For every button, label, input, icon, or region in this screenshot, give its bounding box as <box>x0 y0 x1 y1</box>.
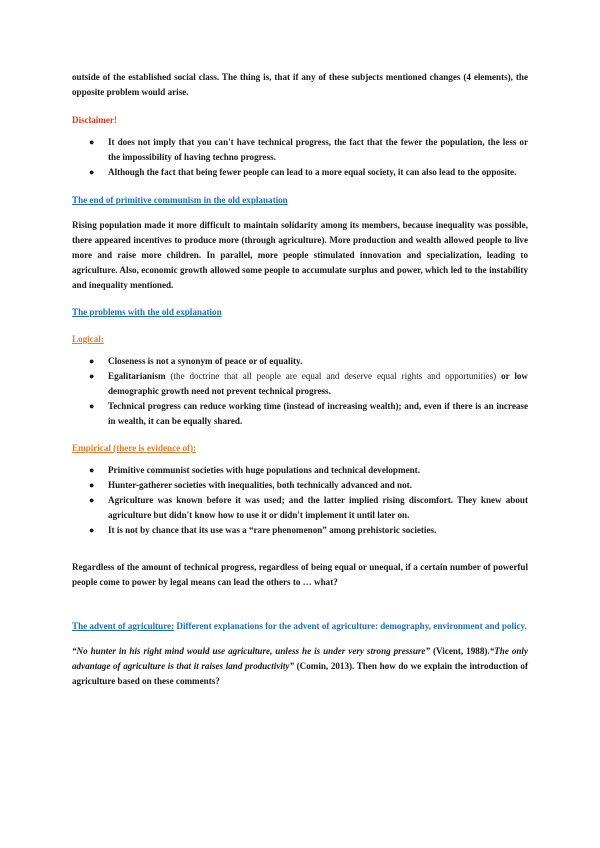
bullet-icon: ● <box>89 167 95 177</box>
bullet-icon: ● <box>89 356 95 366</box>
logical-list <box>72 354 528 429</box>
section-heading-problems: The problems with the old explanation <box>72 307 222 317</box>
document-page <box>72 70 528 689</box>
list-item-text: It is not by chance that its use was a “rare phenomenon” among prehistoric societies. <box>108 525 437 535</box>
list-item <box>72 493 528 523</box>
advent-heading <box>72 619 528 634</box>
list-item <box>72 354 528 369</box>
bullet-icon: ● <box>89 465 95 475</box>
list-item <box>72 463 528 478</box>
list-item-text: Closeness is not a synonym of peace or of equality. <box>108 356 303 366</box>
citation-1: (Vicent, 1988). <box>430 646 490 656</box>
list-item-text: It does not imply that you can't have technical progress, the fact that the fewer the population, the less or the impossibility of having techno progress. <box>108 137 528 162</box>
list-item <box>72 523 528 538</box>
advent-quote-paragraph <box>72 644 528 689</box>
end-section-body: Rising population made it more difficult to maintain solidarity among its members, because inequality was possible, there appeared incentives to produce more (through agriculture). More production and wealth allowed people to live more and raise more children. In parallel, more people stimulated innovation and specialization, leading to agriculture. Also, economic growth allowed some people to accumulate surplus and power, which led to the instability and inequality mentioned. <box>72 220 528 290</box>
list-item-text: Although the fact that being fewer people can lead to a more equal society, it can also lead to the opposite. <box>108 167 517 177</box>
intro-paragraph: outside of the established social class. The thing is, that if any of these subjects mentioned changes (4 elements), the opposite problem would arise. <box>72 72 528 97</box>
list-item-text: (the doctrine that all people are equal and deserve equal rights and opportunities) <box>165 371 502 381</box>
list-item <box>72 399 528 429</box>
quote-1: “No hunter in his right mind would use agriculture, unless he is under very strong pressure” <box>72 646 431 656</box>
list-item-text: Technical progress can reduce working time (instead of increasing wealth); and, even if there is an increase in wealth, it can be equally shared. <box>108 401 528 426</box>
disclaimer-heading: Disclaimer! <box>72 115 117 125</box>
citation-2: (Comin, 2013). Then how do we explain the introduction of agriculture based on these comments? <box>72 661 528 686</box>
list-item-text: Hunter-gatherer societies with inequalities, both technically advanced and not. <box>108 480 412 490</box>
bullet-icon: ● <box>89 480 95 490</box>
quote-2: “The only advantage of agriculture is that it raises land productivity” <box>72 646 528 671</box>
list-item-text: Primitive communist societies with huge populations and technical development. <box>108 465 420 475</box>
advent-heading-rest: Different explanations for the advent of agriculture: demography, environment and policy. <box>174 621 527 631</box>
list-item <box>72 369 528 399</box>
list-item <box>72 165 528 180</box>
disclaimer-list <box>72 135 528 180</box>
bullet-icon: ● <box>89 137 95 147</box>
list-item-bold: Egalitarianism <box>108 371 166 381</box>
section-heading-end: The end of primitive communism in the old explanation <box>72 195 288 205</box>
empirical-list <box>72 463 528 538</box>
bullet-icon: ● <box>89 495 95 505</box>
bullet-icon: ● <box>89 401 95 411</box>
list-item-bold: or low demographic growth need not prevent technical progress. <box>108 371 528 396</box>
bullet-icon: ● <box>89 525 95 535</box>
list-item <box>72 478 528 493</box>
question-paragraph: Regardless of the amount of technical progress, regardless of being equal or unequal, if a certain number of powerful people come to power by legal means can lead the others to … what? <box>72 562 528 587</box>
empirical-heading: Empirical (there is evidence of): <box>72 443 197 453</box>
advent-heading-link: The advent of agriculture: <box>72 621 175 631</box>
bullet-icon: ● <box>89 371 95 381</box>
logical-heading: Logical: <box>72 334 104 344</box>
list-item <box>72 135 528 165</box>
list-item-text: Agriculture was known before it was used; and the latter implied rising discomfort. They knew about agriculture but didn't know how to use it or didn't implement it until later on. <box>108 495 528 520</box>
